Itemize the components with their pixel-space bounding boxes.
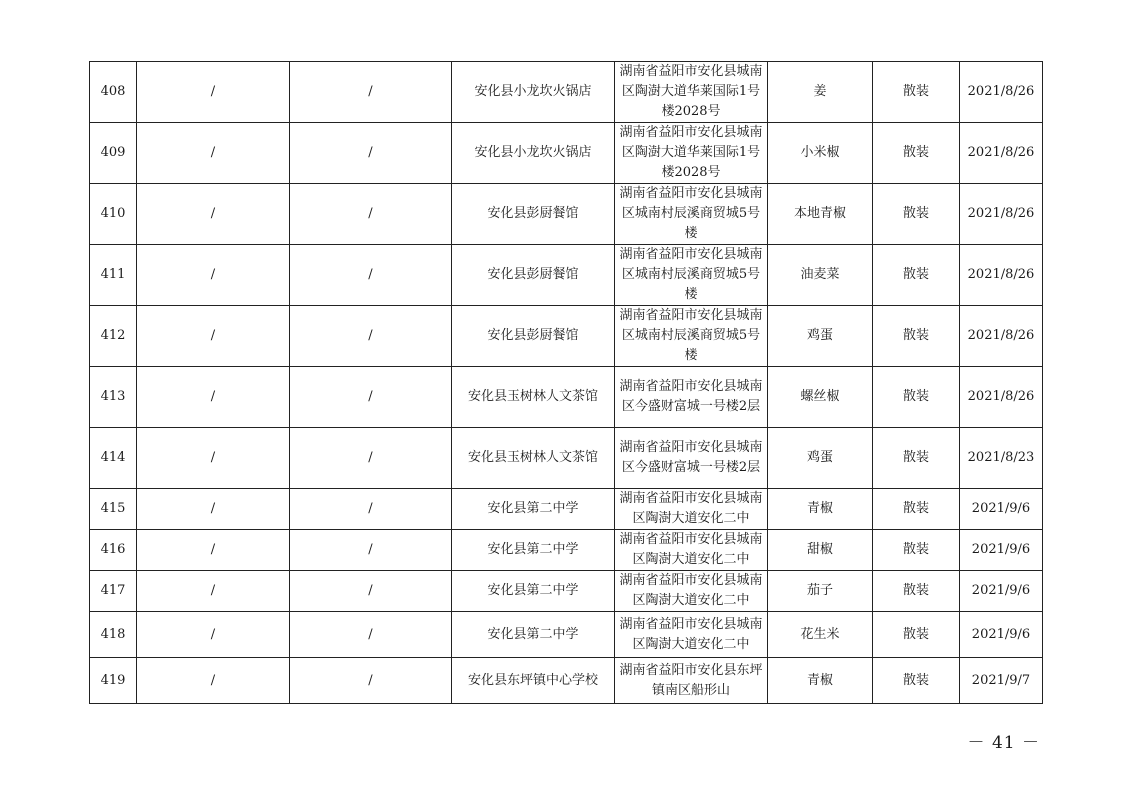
cell-column-3: / xyxy=(290,62,452,123)
packaging-type: 散装 xyxy=(873,428,960,489)
cell-column-3: / xyxy=(290,306,452,367)
table-row xyxy=(90,571,1043,612)
business-address: 湖南省益阳市安化县城南区陶澍大道安化二中 xyxy=(615,612,768,658)
cell-column-3: / xyxy=(290,367,452,428)
packaging-type: 散装 xyxy=(873,658,960,704)
sample-date: 2021/8/26 xyxy=(960,123,1043,184)
cell-column-3: / xyxy=(290,184,452,245)
row-number: 410 xyxy=(90,184,137,245)
business-address: 湖南省益阳市安化县城南区城南村辰溪商贸城5号楼 xyxy=(615,184,768,245)
sample-date: 2021/8/26 xyxy=(960,306,1043,367)
sample-item: 青椒 xyxy=(768,489,873,530)
sample-date: 2021/8/26 xyxy=(960,184,1043,245)
cell-column-2: / xyxy=(137,612,290,658)
sample-date: 2021/8/26 xyxy=(960,367,1043,428)
row-number: 417 xyxy=(90,571,137,612)
cell-column-2: / xyxy=(137,306,290,367)
cell-column-3: / xyxy=(290,530,452,571)
packaging-type: 散装 xyxy=(873,530,960,571)
inspection-table xyxy=(89,61,1043,704)
table-row xyxy=(90,428,1043,489)
packaging-type: 散装 xyxy=(873,245,960,306)
cell-column-2: / xyxy=(137,489,290,530)
cell-column-3: / xyxy=(290,245,452,306)
table-row xyxy=(90,245,1043,306)
page-number: － 41 － xyxy=(967,733,1040,753)
row-number: 413 xyxy=(90,367,137,428)
cell-column-2: / xyxy=(137,184,290,245)
row-number: 414 xyxy=(90,428,137,489)
packaging-type: 散装 xyxy=(873,123,960,184)
table-row xyxy=(90,306,1043,367)
business-name: 安化县第二中学 xyxy=(452,612,615,658)
sample-item: 油麦菜 xyxy=(768,245,873,306)
row-number: 415 xyxy=(90,489,137,530)
cell-column-2: / xyxy=(137,428,290,489)
business-address: 湖南省益阳市安化县城南区陶澍大道华莱国际1号楼2028号 xyxy=(615,62,768,123)
packaging-type: 散装 xyxy=(873,306,960,367)
sample-item: 本地青椒 xyxy=(768,184,873,245)
sample-date: 2021/9/6 xyxy=(960,612,1043,658)
sample-date: 2021/8/23 xyxy=(960,428,1043,489)
cell-column-2: / xyxy=(137,367,290,428)
sample-item: 姜 xyxy=(768,62,873,123)
packaging-type: 散装 xyxy=(873,367,960,428)
business-address: 湖南省益阳市安化县城南区陶澍大道安化二中 xyxy=(615,530,768,571)
table-row xyxy=(90,367,1043,428)
packaging-type: 散装 xyxy=(873,62,960,123)
business-address: 湖南省益阳市安化县城南区城南村辰溪商贸城5号楼 xyxy=(615,306,768,367)
table-row xyxy=(90,62,1043,123)
cell-column-2: / xyxy=(137,123,290,184)
business-address: 湖南省益阳市安化县城南区陶澍大道华莱国际1号楼2028号 xyxy=(615,123,768,184)
business-name: 安化县东坪镇中心学校 xyxy=(452,658,615,704)
sample-item: 甜椒 xyxy=(768,530,873,571)
table-row xyxy=(90,612,1043,658)
business-name: 安化县第二中学 xyxy=(452,571,615,612)
sample-date: 2021/9/6 xyxy=(960,489,1043,530)
cell-column-2: / xyxy=(137,658,290,704)
row-number: 412 xyxy=(90,306,137,367)
table-row xyxy=(90,123,1043,184)
sample-date: 2021/9/7 xyxy=(960,658,1043,704)
table-row xyxy=(90,530,1043,571)
cell-column-3: / xyxy=(290,612,452,658)
sample-item: 花生米 xyxy=(768,612,873,658)
sample-date: 2021/9/6 xyxy=(960,571,1043,612)
business-address: 湖南省益阳市安化县城南区陶澍大道安化二中 xyxy=(615,489,768,530)
business-name: 安化县玉树林人文茶馆 xyxy=(452,367,615,428)
business-name: 安化县第二中学 xyxy=(452,489,615,530)
cell-column-2: / xyxy=(137,62,290,123)
packaging-type: 散装 xyxy=(873,612,960,658)
row-number: 416 xyxy=(90,530,137,571)
row-number: 418 xyxy=(90,612,137,658)
sample-item: 小米椒 xyxy=(768,123,873,184)
cell-column-3: / xyxy=(290,571,452,612)
sample-date: 2021/8/26 xyxy=(960,62,1043,123)
cell-column-2: / xyxy=(137,530,290,571)
business-name: 安化县彭厨餐馆 xyxy=(452,245,615,306)
packaging-type: 散装 xyxy=(873,571,960,612)
cell-column-3: / xyxy=(290,658,452,704)
business-name: 安化县小龙坎火锅店 xyxy=(452,123,615,184)
cell-column-3: / xyxy=(290,489,452,530)
sample-date: 2021/8/26 xyxy=(960,245,1043,306)
sample-item: 鸡蛋 xyxy=(768,306,873,367)
sample-item: 青椒 xyxy=(768,658,873,704)
business-address: 湖南省益阳市安化县城南区今盛财富城一号楼2层 xyxy=(615,367,768,428)
business-address: 湖南省益阳市安化县东坪镇南区船形山 xyxy=(615,658,768,704)
sample-item: 螺丝椒 xyxy=(768,367,873,428)
business-address: 湖南省益阳市安化县城南区陶澍大道安化二中 xyxy=(615,571,768,612)
table-row xyxy=(90,658,1043,704)
business-address: 湖南省益阳市安化县城南区城南村辰溪商贸城5号楼 xyxy=(615,245,768,306)
row-number: 419 xyxy=(90,658,137,704)
row-number: 409 xyxy=(90,123,137,184)
business-name: 安化县第二中学 xyxy=(452,530,615,571)
table-row xyxy=(90,184,1043,245)
business-name: 安化县彭厨餐馆 xyxy=(452,184,615,245)
cell-column-3: / xyxy=(290,123,452,184)
business-name: 安化县小龙坎火锅店 xyxy=(452,62,615,123)
table-row xyxy=(90,489,1043,530)
sample-item: 茄子 xyxy=(768,571,873,612)
business-name: 安化县彭厨餐馆 xyxy=(452,306,615,367)
row-number: 408 xyxy=(90,62,137,123)
business-name: 安化县玉树林人文茶馆 xyxy=(452,428,615,489)
sample-date: 2021/9/6 xyxy=(960,530,1043,571)
business-address: 湖南省益阳市安化县城南区今盛财富城一号楼2层 xyxy=(615,428,768,489)
cell-column-3: / xyxy=(290,428,452,489)
cell-column-2: / xyxy=(137,245,290,306)
cell-column-2: / xyxy=(137,571,290,612)
sample-item: 鸡蛋 xyxy=(768,428,873,489)
packaging-type: 散装 xyxy=(873,489,960,530)
row-number: 411 xyxy=(90,245,137,306)
packaging-type: 散装 xyxy=(873,184,960,245)
